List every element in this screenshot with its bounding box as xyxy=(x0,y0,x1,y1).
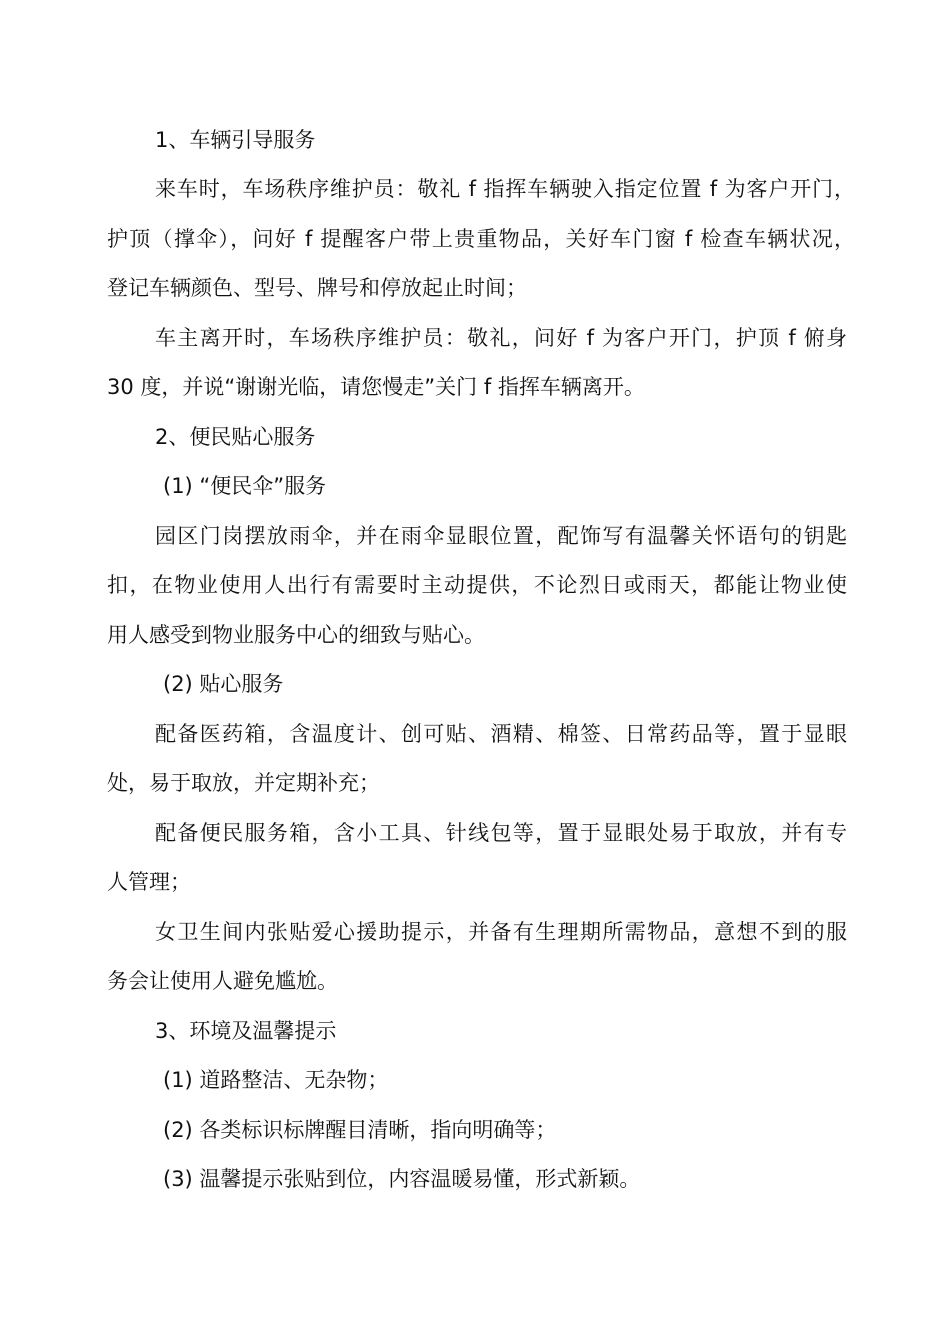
paragraph-line: 配备医药箱，含温度计、创可贴、酒精、棉签、日常药品等，置于显眼 xyxy=(155,722,847,746)
paragraph-line: 务会让使用人避免尴尬。 xyxy=(107,969,338,993)
paragraph-line: 用人感受到物业服务中心的细致与贴心。 xyxy=(107,623,485,647)
paragraph-line: 登记车辆颜色、型号、牌号和停放起止时间； xyxy=(107,276,527,300)
paragraph-line: 处，易于取放，并定期补充； xyxy=(107,771,380,795)
subsection-heading-umbrella: (1) “便民伞”服务 xyxy=(163,474,327,498)
section-heading-vehicle-guidance: 1、车辆引导服务 xyxy=(155,128,316,152)
paragraph-line: 女卫生间内张贴爱心援助提示，并备有生理期所需物品，意想不到的服 xyxy=(155,920,847,944)
section-heading-convenience-service: 2、便民贴心服务 xyxy=(155,425,316,449)
paragraph-line: 扣，在物业使用人出行有需要时主动提供，不论烈日或雨天，都能让物业使 xyxy=(107,573,847,597)
paragraph-line: 配备便民服务箱，含小工具、针线包等，置于显眼处易于取放，并有专 xyxy=(155,821,847,845)
subsection-heading-caring-service: (2) 贴心服务 xyxy=(163,672,284,696)
paragraph-line: 护顶（撑伞），问好 f 提醒客户带上贵重物品，关好车门窗 f 检查车辆状况， xyxy=(107,227,855,251)
paragraph-line: 园区门岗摆放雨伞，并在雨伞显眼位置，配饰写有温馨关怀语句的钥匙 xyxy=(155,524,847,548)
list-item: (3) 温馨提示张贴到位，内容温暖易懂，形式新颖。 xyxy=(163,1167,641,1191)
section-heading-environment-tips: 3、环境及温馨提示 xyxy=(155,1019,337,1043)
list-item: (1) 道路整洁、无杂物； xyxy=(163,1068,389,1092)
paragraph-line: 车主离开时，车场秩序维护员：敬礼，问好 f 为客户开门，护顶 f 俯身 xyxy=(155,326,847,350)
paragraph-line: 30 度，并说“谢谢光临，请您慢走”关门 f 指挥车辆离开。 xyxy=(107,375,645,399)
list-item: (2) 各类标识标牌醒目清晰，指向明确等； xyxy=(163,1118,557,1142)
paragraph-line: 人管理； xyxy=(107,870,191,894)
paragraph-line: 来车时，车场秩序维护员：敬礼 f 指挥车辆驶入指定位置 f 为客户开门， xyxy=(155,177,855,201)
